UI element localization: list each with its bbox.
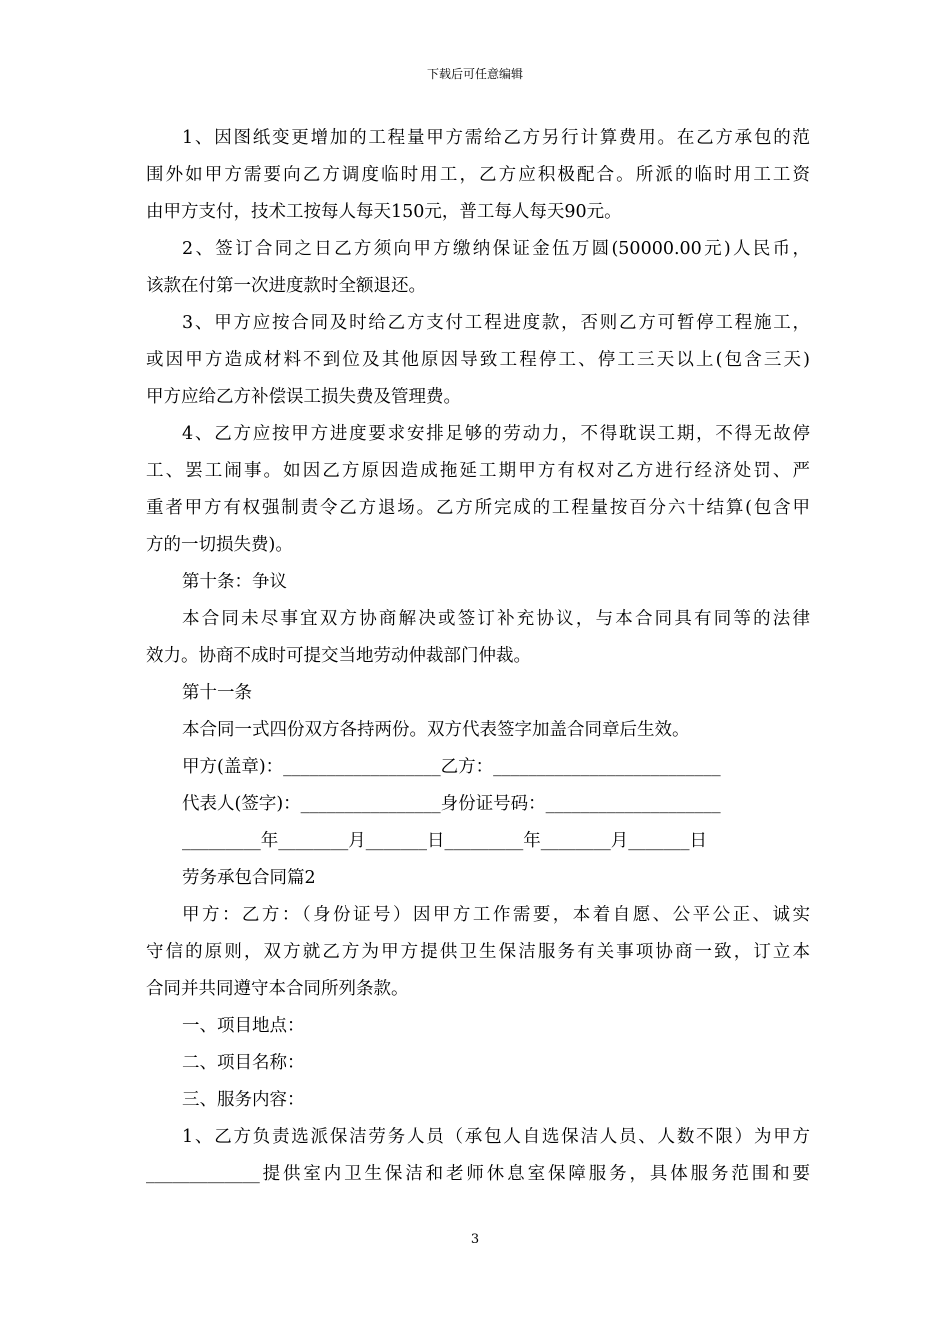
signature-line-date: _________年________月_______日_________年________月_______日 — [182, 831, 707, 851]
text-line: 2、签订合同之日乙方须向甲方缴纳保证金伍万圆(50000.00元)人民币， — [182, 239, 810, 259]
text-line: 本合同未尽事宜双方协商解决或签订补充协议，与本合同具有同等的法律 — [182, 609, 810, 629]
text-line: 本合同一式四份双方各持两份。双方代表签字加盖合同章后生效。 — [182, 720, 690, 740]
text-line: 1、因图纸变更增加的工程量甲方需给乙方另行计算费用。在乙方承包的范 — [182, 128, 810, 148]
text-line: 守信的原则，双方就乙方为甲方提供卫生保洁服务有关事项协商一致，订立本 — [146, 942, 810, 962]
item-heading: 一、项目地点： — [182, 1016, 305, 1036]
text-line: 围外如甲方需要向乙方调度临时用工，乙方应积极配合。所派的临时用工工资 — [146, 165, 810, 185]
text-line: 效力。协商不成时可提交当地劳动仲裁部门仲裁。 — [146, 646, 531, 666]
text-line: 或因甲方造成材料不到位及其他原因导致工程停工、停工三天以上(包含三天) — [146, 350, 810, 370]
page-header-note: 下载后可任意编辑 — [426, 67, 523, 81]
text-line: _____________提供室内卫生保洁和老师休息室保障服务，具体服务范围和要 — [146, 1164, 810, 1184]
page-number: 3 — [470, 1232, 480, 1247]
text-line: 甲方应给乙方补偿误工损失费及管理费。 — [146, 387, 461, 407]
text-line: 该款在付第一次进度款时全额退还。 — [146, 276, 426, 296]
signature-line-party: 甲方(盖章)：__________________乙方：__________________________ — [182, 757, 721, 777]
text-line: 1、乙方负责选派保洁劳务人员（承包人自选保洁人员、人数不限）为甲方 — [182, 1127, 810, 1147]
item-heading: 三、服务内容： — [182, 1090, 305, 1110]
section-heading: 第十一条 — [182, 683, 252, 703]
text-line: 由甲方支付，技术工按每人每天150元，普工每人每天90元。 — [146, 202, 622, 222]
text-line: 甲方：乙方：（身份证号）因甲方工作需要，本着自愿、公平公正、诚实 — [182, 905, 810, 925]
contract-title: 劳务承包合同篇2 — [182, 868, 316, 888]
text-line: 方的一切损失费)。 — [146, 535, 293, 555]
signature-line-representative: 代表人(签字)：________________身份证号码：____________________ — [182, 794, 721, 814]
item-heading: 二、项目名称： — [182, 1053, 305, 1073]
text-line: 重者甲方有权强制责令乙方退场。乙方所完成的工程量按百分六十结算(包含甲 — [146, 498, 810, 518]
text-line: 4、乙方应按甲方进度要求安排足够的劳动力，不得耽误工期，不得无故停 — [182, 424, 810, 444]
text-line: 3、甲方应按合同及时给乙方支付工程进度款，否则乙方可暂停工程施工， — [182, 313, 810, 333]
text-line: 合同并共同遵守本合同所列条款。 — [146, 979, 409, 999]
document-body — [146, 120, 810, 1193]
text-line: 工、罢工闹事。如因乙方原因造成拖延工期甲方有权对乙方进行经济处罚、严 — [146, 461, 810, 481]
section-heading: 第十条：争议 — [182, 572, 287, 592]
